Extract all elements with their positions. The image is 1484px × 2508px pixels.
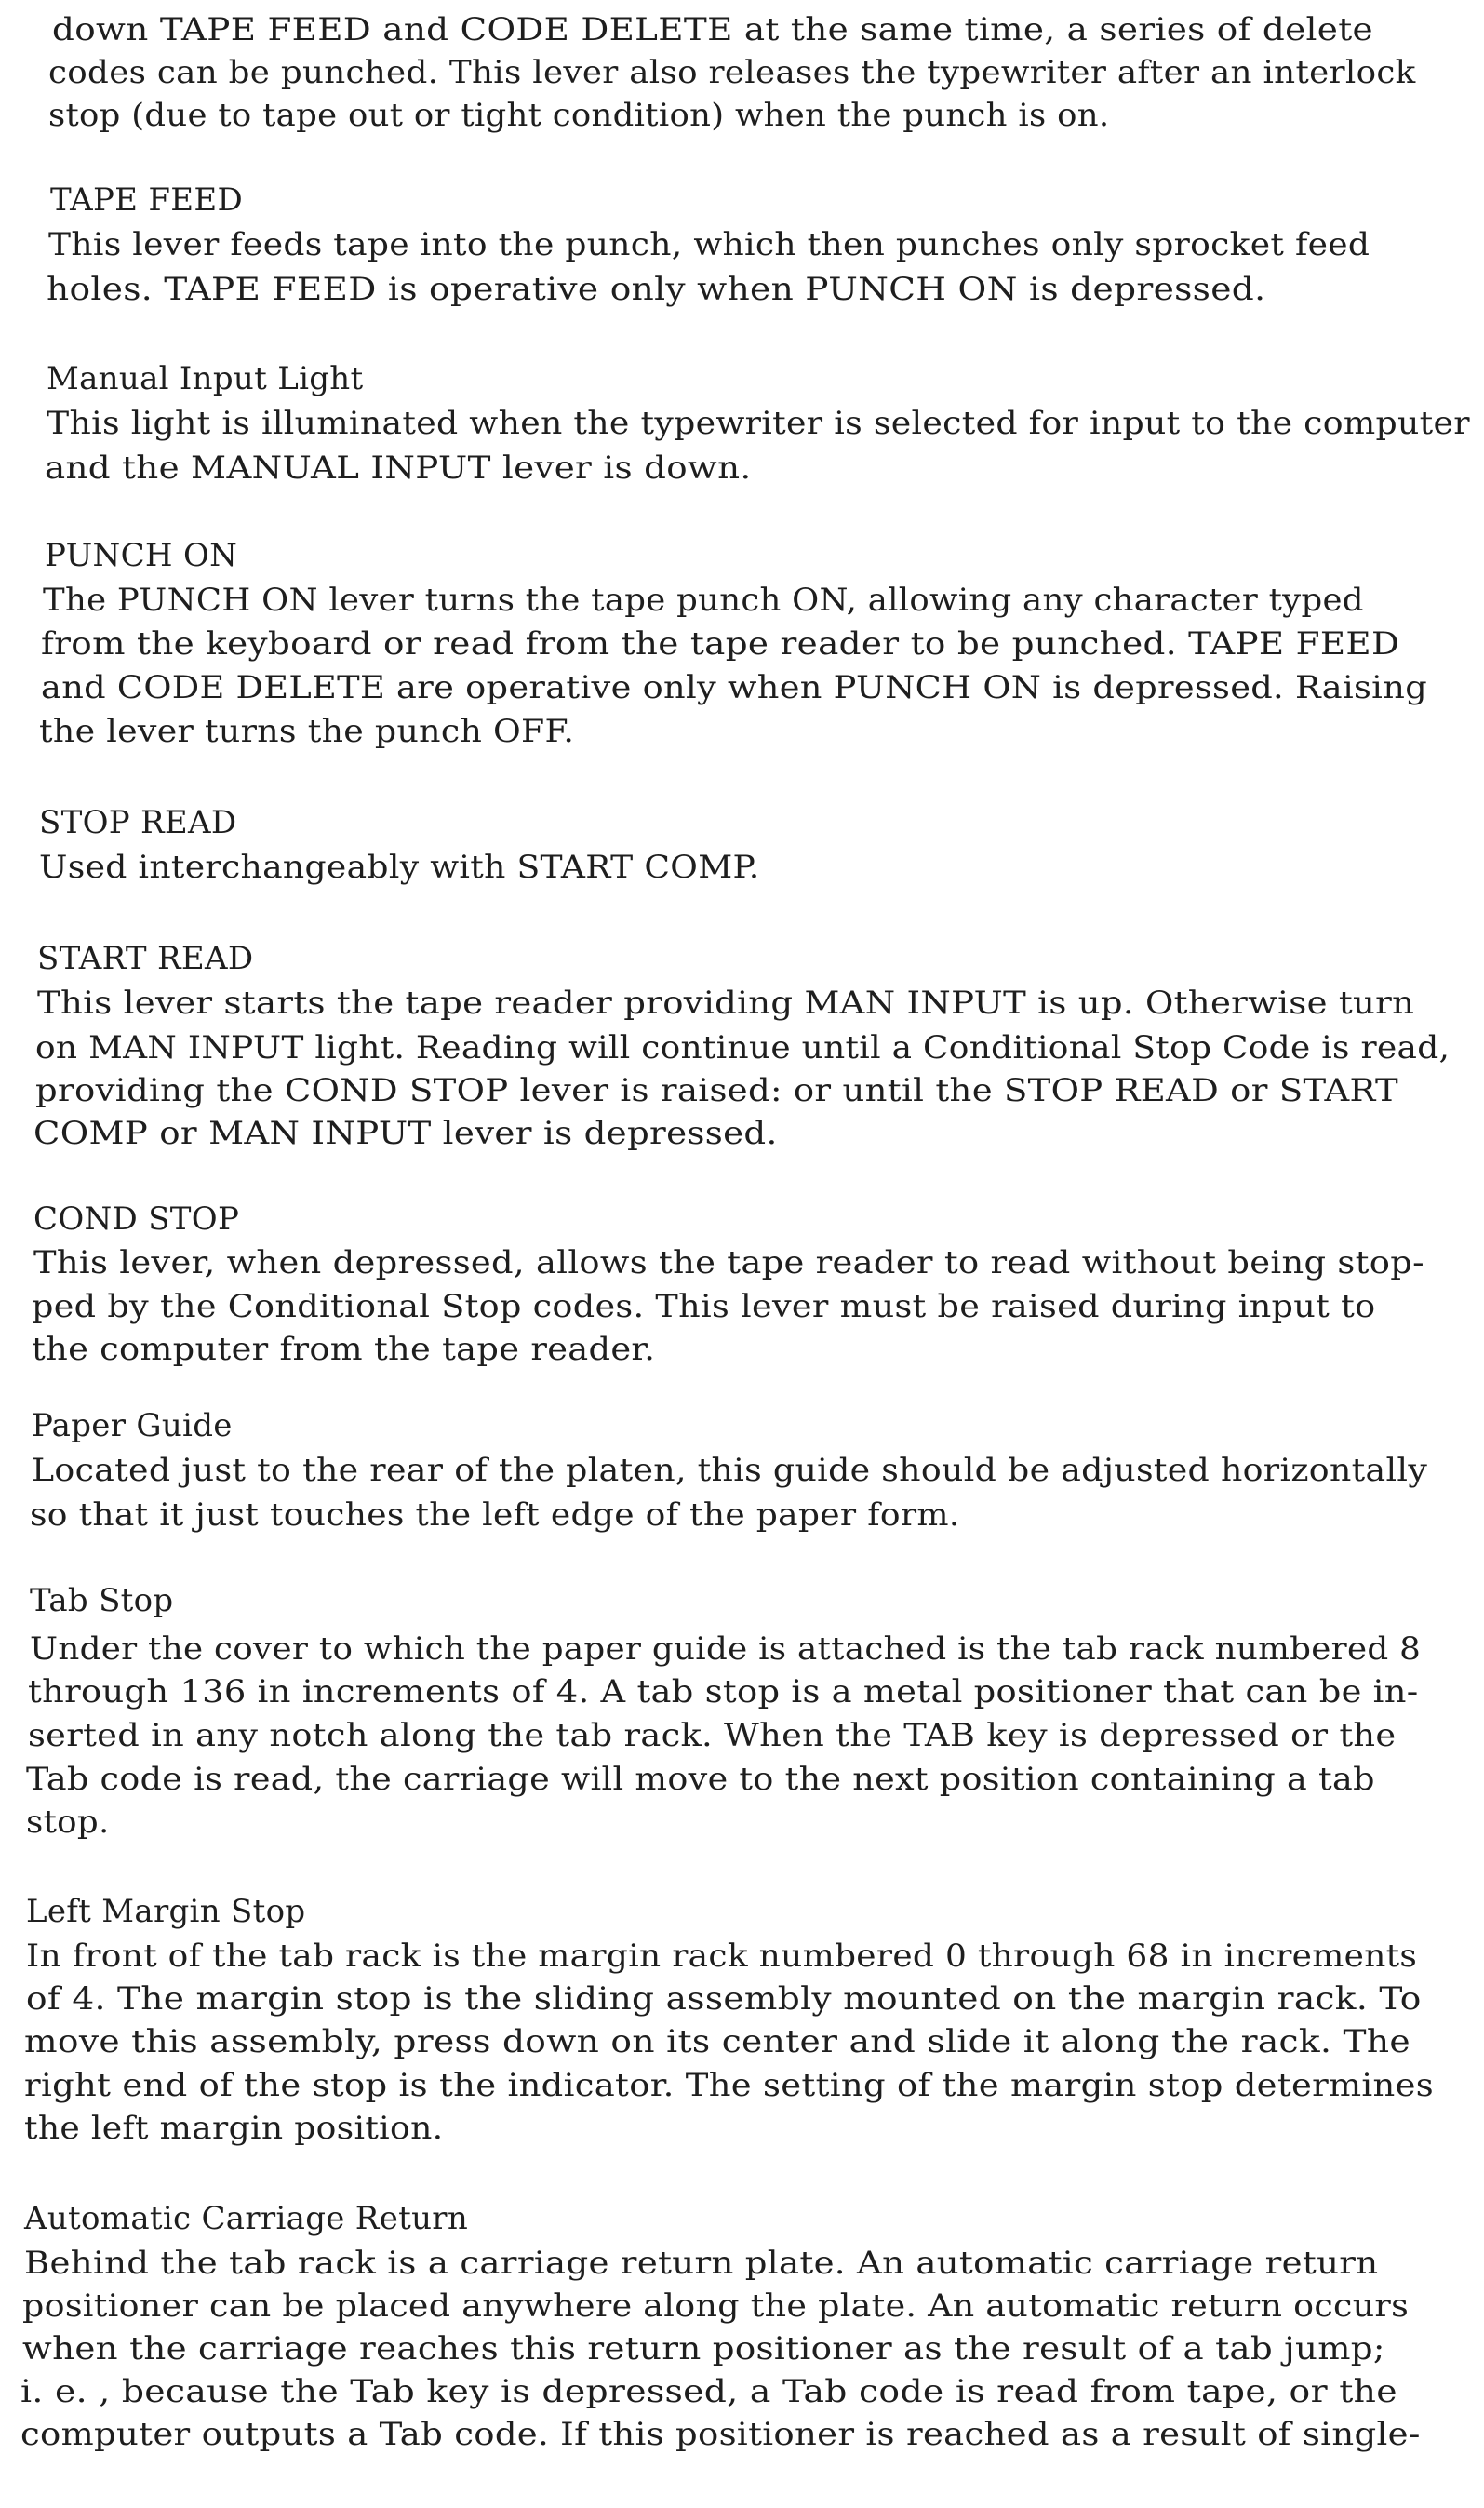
section-text-line: This lever, when depressed, allows the tape reader to read without being stop- [33,1244,1424,1281]
section-text-line: and the MANUAL INPUT lever is down. [45,449,752,487]
section-text-line: In front of the tab rack is the margin rack numbered 0 through 68 in increments [26,1938,1418,1975]
section-text-line: the left margin position. [24,2110,444,2147]
section-text-line: Tab code is read, the carriage will move to the next position containing a tab [26,1761,1375,1798]
section-text-line: This light is illuminated when the typewriter is selected for input to the computer [47,405,1470,442]
section-text-line: the computer from the tape reader. [32,1331,656,1368]
section-text-line: so that it just touches the left edge of the paper form. [30,1496,960,1534]
section-text-line: COMP or MAN INPUT lever is depressed. [33,1115,778,1152]
section-text-line: This lever starts the tape reader providing MAN INPUT is up. Otherwise turn [37,985,1415,1022]
section-text-line: through 136 in increments of 4. A tab stop is a metal positioner that can be in- [28,1673,1419,1710]
section-text-line: of 4. The margin stop is the sliding assembly mounted on the margin rack. To [26,1980,1422,2018]
section-heading-paper-guide: Paper Guide [32,1407,233,1444]
section-heading-left-margin-stop: Left Margin Stop [26,1893,306,1930]
section-text-line: Used interchangeably with START COMP. [39,849,760,886]
section-text-line: when the carriage reaches this return positioner as the result of a tab jump; [22,2330,1385,2367]
section-text-line: Under the cover to which the paper guide is attached is the tab rack numbered 8 [30,1630,1422,1668]
section-text-line: i. e. , because the Tab key is depressed, a Tab code is read from tape, or the [20,2373,1397,2410]
section-text-line: on MAN INPUT light. Reading will continue until a Conditional Stop Code is read, [35,1029,1451,1066]
section-text-line: Behind the tab rack is a carriage return plate. An automatic carriage return [24,2245,1379,2282]
section-text-line: positioner can be placed anywhere along the plate. An automatic return occurs [22,2287,1410,2325]
section-heading-tab-stop: Tab Stop [30,1582,174,1619]
section-heading-stop-read: STOP READ [39,804,237,841]
section-heading-automatic-carriage-return: Automatic Carriage Return [24,2200,469,2237]
section-heading-tape-feed: TAPE FEED [50,181,244,219]
section-text-line: The PUNCH ON lever turns the tape punch ON, allowing any character typed [43,582,1364,619]
section-text-line: right end of the stop is the indicator. The setting of the margin stop determines [24,2067,1435,2104]
section-heading-manual-input-light: Manual Input Light [47,360,364,397]
intro-line-1: down TAPE FEED and CODE DELETE at the same time, a series of delete [52,11,1373,48]
section-text-line: computer outputs a Tab code. If this positioner is reached as a result of single- [20,2416,1421,2453]
section-text-line: and CODE DELETE are operative only when PUNCH ON is depressed. Raising [41,669,1428,706]
section-text-line: holes. TAPE FEED is operative only when PUNCH ON is depressed. [47,271,1266,308]
section-text-line: providing the COND STOP lever is raised: or until the STOP READ or START [35,1072,1398,1109]
section-text-line: from the keyboard or read from the tape reader to be punched. TAPE FEED [41,625,1400,663]
section-text-line: the lever turns the punch OFF. [39,713,575,750]
section-text-line: Located just to the rear of the platen, this guide should be adjusted horizontally [32,1452,1428,1489]
section-text-line: stop. [26,1804,110,1841]
section-text-line: ped by the Conditional Stop codes. This lever must be raised during input to [32,1288,1376,1325]
intro-line-2: codes can be punched. This lever also releases the typewriter after an interlock [48,54,1416,91]
section-text-line: This lever feeds tape into the punch, which then punches only sprocket feed [48,226,1370,263]
section-heading-start-read: START READ [37,940,254,977]
section-heading-cond-stop: COND STOP [33,1200,240,1238]
section-heading-punch-on: PUNCH ON [45,537,238,574]
section-text-line: move this assembly, press down on its center and slide it along the rack. The [24,2023,1410,2060]
section-text-line: serted in any notch along the tab rack. When the TAB key is depressed or the [28,1717,1397,1754]
intro-line-3: stop (due to tape out or tight condition) when the punch is on. [48,97,1110,134]
